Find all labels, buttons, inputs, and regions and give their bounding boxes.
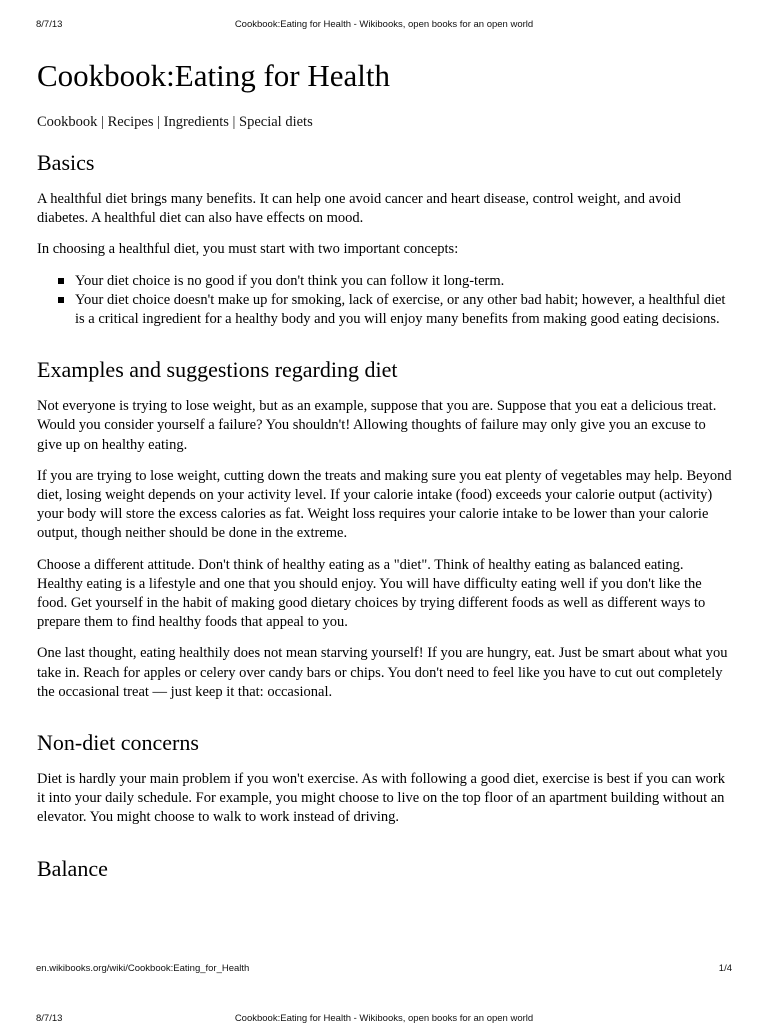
page-title: Cookbook:Eating for Health — [37, 58, 390, 93]
print-document-title: Cookbook:Eating for Health - Wikibooks, open books for an open world — [234, 19, 534, 30]
examples-paragraph-4: One last thought, eating healthily does not mean starving yourself! If you are hungry, eat. Just be smart about what you take in. Reach for apples or celery over candy bars or chips. You don't need to feel like you have to cut out completely the occasional treat — just keep it that: occasional. — [37, 645, 728, 700]
next-page-header — [36, 1013, 732, 1025]
square-bullet-icon — [58, 278, 64, 284]
list-item-text: Your diet choice doesn't make up for smoking, lack of exercise, or any other bad habit; however, a healthful diet is a critical ingredient for a healthy body and you will enjoy many benefits from making good eating decisions. — [75, 291, 726, 328]
list-item-text: Your diet choice is no good if you don't think you can follow it long-term. — [75, 272, 505, 289]
examples-paragraph-1: Not everyone is trying to lose weight, but as an example, suppose that you are. Suppose that you eat a delicious treat. Would you consider yourself a failure? You shouldn't! Allowing thoughts of failure may only give you an excuse to give up on healthy eating. — [37, 398, 717, 453]
breadcrumb — [37, 112, 732, 132]
nav-separator: | — [97, 114, 108, 130]
print-footer — [36, 963, 732, 977]
examples-paragraph-3: Choose a different attitude. Don't think of healthy eating as a "diet". Think of healthy eating as balanced eating. Healthy eating is a lifestyle and one that you should enjoy. You will have difficulty eating well if you don't like the food. Get yourself in the habit of making good dietary choices by trying different foods as well as different ways to prepare them to find healthy foods that appeal to you. — [37, 556, 706, 631]
list-item — [75, 291, 732, 329]
print-header — [36, 19, 732, 33]
basics-paragraph-2: In choosing a healthful diet, you must start with two important concepts: — [37, 241, 459, 258]
section-heading-examples: Examples and suggestions regarding diet — [37, 357, 398, 383]
examples-paragraph-2: If you are trying to lose weight, cutting down the treats and making sure you eat plenty of vegetables may help. Beyond diet, losing weight depends on your activity level. If your calorie intake (food) exceeds your calorie output (activity) your body will store the excess calories as fat. Weight loss requires your calorie intake to be lower than your calorie output, though neither should be done in the extreme. — [37, 467, 732, 542]
next-page-date: 8/7/13 — [36, 1013, 63, 1024]
section-heading-non-diet: Non-diet concerns — [37, 730, 199, 756]
nav-separator: | — [153, 114, 164, 130]
print-date: 8/7/13 — [36, 19, 63, 30]
nav-link-ingredients[interactable]: Ingredients — [163, 114, 229, 130]
nav-link-special-diets[interactable]: Special diets — [239, 114, 313, 130]
nav-link-cookbook[interactable]: Cookbook — [37, 114, 98, 130]
list-item — [75, 272, 732, 291]
basics-paragraph-1: A healthful diet brings many benefits. It can help one avoid cancer and heart disease, control weight, and avoid diabetes. A healthful diet can also have effects on mood. — [37, 191, 681, 227]
page-number: 1/4 — [718, 963, 732, 974]
nav-separator: | — [228, 114, 240, 130]
square-bullet-icon — [58, 297, 64, 303]
article-content — [37, 56, 732, 896]
non-diet-paragraph-1: Diet is hardly your main problem if you won't exercise. As with following a good diet, exercise is best if you can work it into your daily schedule. For example, you might choose to live on the top floor of an apartment building without an elevator. You might choose to walk to work instead of driving. — [37, 771, 725, 826]
section-heading-balance: Balance — [37, 855, 108, 881]
print-url: en.wikibooks.org/wiki/Cookbook:Eating_for_Health — [36, 963, 250, 974]
section-heading-basics: Basics — [37, 150, 95, 175]
basics-bullet-list — [37, 272, 732, 330]
nav-link-recipes[interactable]: Recipes — [107, 114, 154, 130]
next-page-document-title: Cookbook:Eating for Health - Wikibooks, open books for an open world — [234, 1013, 534, 1024]
